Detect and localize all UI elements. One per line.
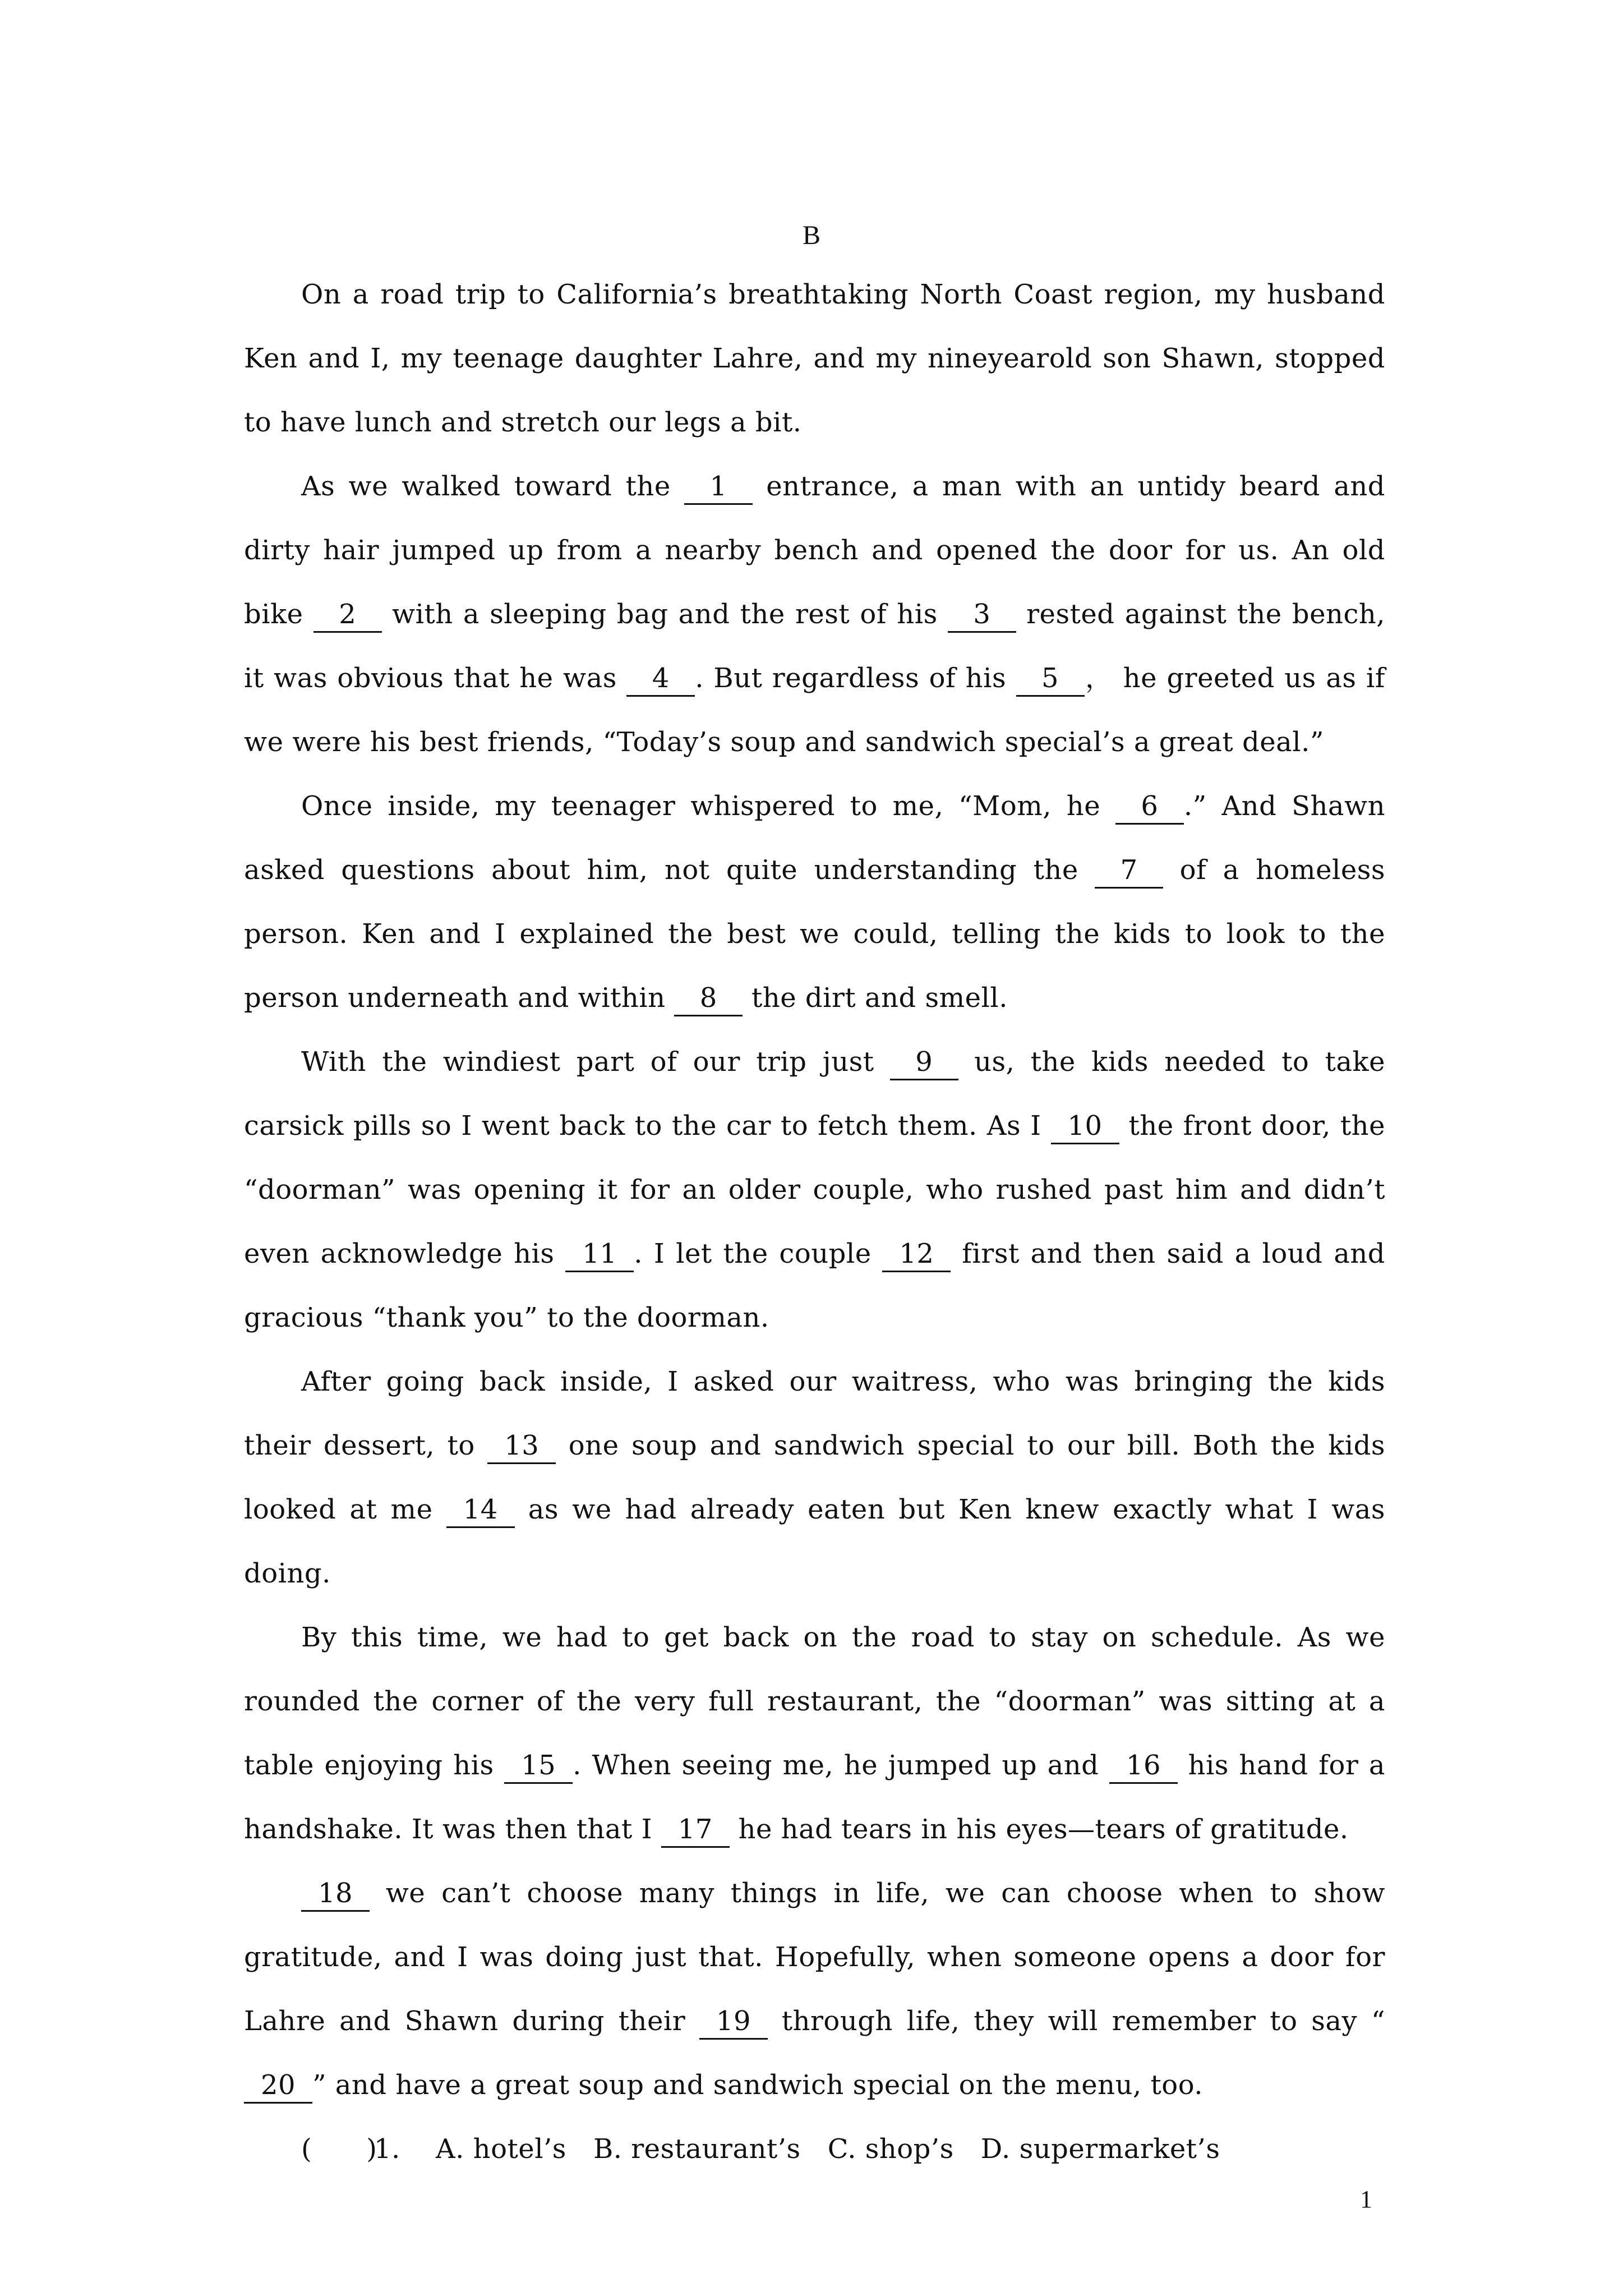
paragraph-text: us, the kids needed to take carsick pills so I went back to the car to fetch them. As I [244, 1046, 1385, 1142]
question-number: 1. [374, 2133, 400, 2165]
passage-paragraph [244, 1605, 1385, 1861]
option-b: B. restaurant’s [593, 2133, 801, 2165]
paragraph-text: the front door, the “doorman” was opening it for an older couple, who rushed past him and didn’t even acknowledge his [244, 1110, 1386, 1269]
passage-paragraph [244, 1350, 1385, 1605]
option-d: D. supermarket’s [980, 2133, 1220, 2165]
blank-7: 7 [1095, 853, 1163, 889]
page-number: 1 [1360, 2185, 1372, 2213]
paragraph-text: . But regardless of his [695, 662, 1016, 694]
section-heading: B [802, 220, 820, 250]
passage-paragraphs [244, 263, 1385, 2117]
paragraph-text: the dirt and smell. [743, 982, 1008, 1014]
paragraph-text: his hand for a handshake. It was then that I [244, 1750, 1385, 1845]
blank-3: 3 [948, 597, 1016, 633]
blank-17: 17 [661, 1812, 730, 1848]
blank-15: 15 [504, 1749, 573, 1784]
paragraph-text: On a road trip to California’s breathtaking North Coast region, my husband Ken and I, my teenage daughter Lahre, and my nineyearold son Shawn, stopped to have lunch and stretch our legs a bit. [244, 279, 1385, 438]
passage-body [244, 263, 1385, 2181]
blank-19: 19 [699, 2004, 768, 2040]
blank-10: 10 [1051, 1109, 1119, 1144]
option-c: C. shop’s [827, 2133, 954, 2165]
paragraph-text: he had tears in his eyes—tears of gratitude. [729, 1814, 1349, 1845]
paragraph-text: As we walked toward the [301, 471, 684, 502]
paragraph-text: .” And Shawn asked questions about him, not quite understanding the [244, 790, 1386, 886]
blank-18: 18 [301, 1876, 370, 1912]
blank-14: 14 [446, 1493, 515, 1528]
paragraph-text: of a homeless person. Ken and I explained the best we could, telling the kids to look to the person underneath and within [244, 854, 1385, 1014]
paragraph-text: With the windiest part of our trip just [301, 1046, 890, 1078]
paragraph-text: one soup and sandwich special to our bill. Both the kids looked at me [244, 1430, 1386, 1525]
blank-13: 13 [487, 1429, 556, 1464]
blank-9: 9 [890, 1045, 958, 1080]
passage-paragraph [244, 1030, 1385, 1350]
blank-6: 6 [1115, 789, 1184, 825]
paragraph-text: first and then said a loud and gracious “thank you” to the doorman. [244, 1238, 1386, 1333]
passage-paragraph [244, 263, 1385, 454]
paragraph-text: By this time, we had to get back on the road to stay on schedule. As we rounded the corner of the very full restaurant, the “doorman” was sitting at a table enjoying his [244, 1622, 1385, 1781]
paragraph-text: ” and have a great soup and sandwich special on the menu, too. [312, 2069, 1203, 2101]
blank-20: 20 [244, 2068, 312, 2104]
paragraph-text: ， he greeted us as if we were his best friends, “Today’s soup and sandwich special’s a great deal.” [244, 662, 1385, 758]
passage-paragraph [244, 774, 1385, 1030]
blank-1: 1 [684, 470, 753, 505]
passage-paragraph [244, 1861, 1385, 2117]
paragraph-text: entrance, a man with an untidy beard and dirty hair jumped up from a nearby bench and opened the door for us. An old bike [244, 471, 1385, 630]
paragraph-text: with a sleeping bag and the rest of his [381, 599, 948, 630]
paragraph-text: Once inside, my teenager whispered to me, “Mom, he [301, 790, 1115, 822]
paragraph-text: through life, they will remember to say “ [767, 2005, 1386, 2037]
paragraph-text: After going back inside, I asked our waitress, who was bringing the kids their dessert, to [244, 1366, 1385, 1461]
paragraph-text: . I let the couple [634, 1238, 883, 1269]
paragraph-text: . When seeing me, he jumped up and [573, 1750, 1109, 1781]
paragraph-text: rested against the bench, it was obvious that he was [244, 599, 1386, 694]
blank-8: 8 [674, 981, 743, 1016]
blank-4: 4 [626, 661, 695, 697]
option-a: A. hotel’s [436, 2133, 566, 2165]
blank-12: 12 [882, 1237, 951, 1272]
paragraph-text: as we had already eaten but Ken knew exactly what I was doing. [244, 1494, 1385, 1589]
blank-11: 11 [565, 1237, 634, 1272]
passage-paragraph [244, 454, 1385, 774]
blank-16: 16 [1109, 1749, 1178, 1784]
answer-bracket: ( ) [301, 2133, 377, 2165]
paragraph-text: we can’t choose many things in life, we can choose when to show gratitude, and I was doing just that. Hopefully, when someone opens a door for Lahre and Shawn during their [244, 1878, 1385, 2037]
blank-5: 5 [1016, 661, 1085, 697]
question-item [244, 2117, 1385, 2181]
blank-2: 2 [313, 597, 382, 633]
